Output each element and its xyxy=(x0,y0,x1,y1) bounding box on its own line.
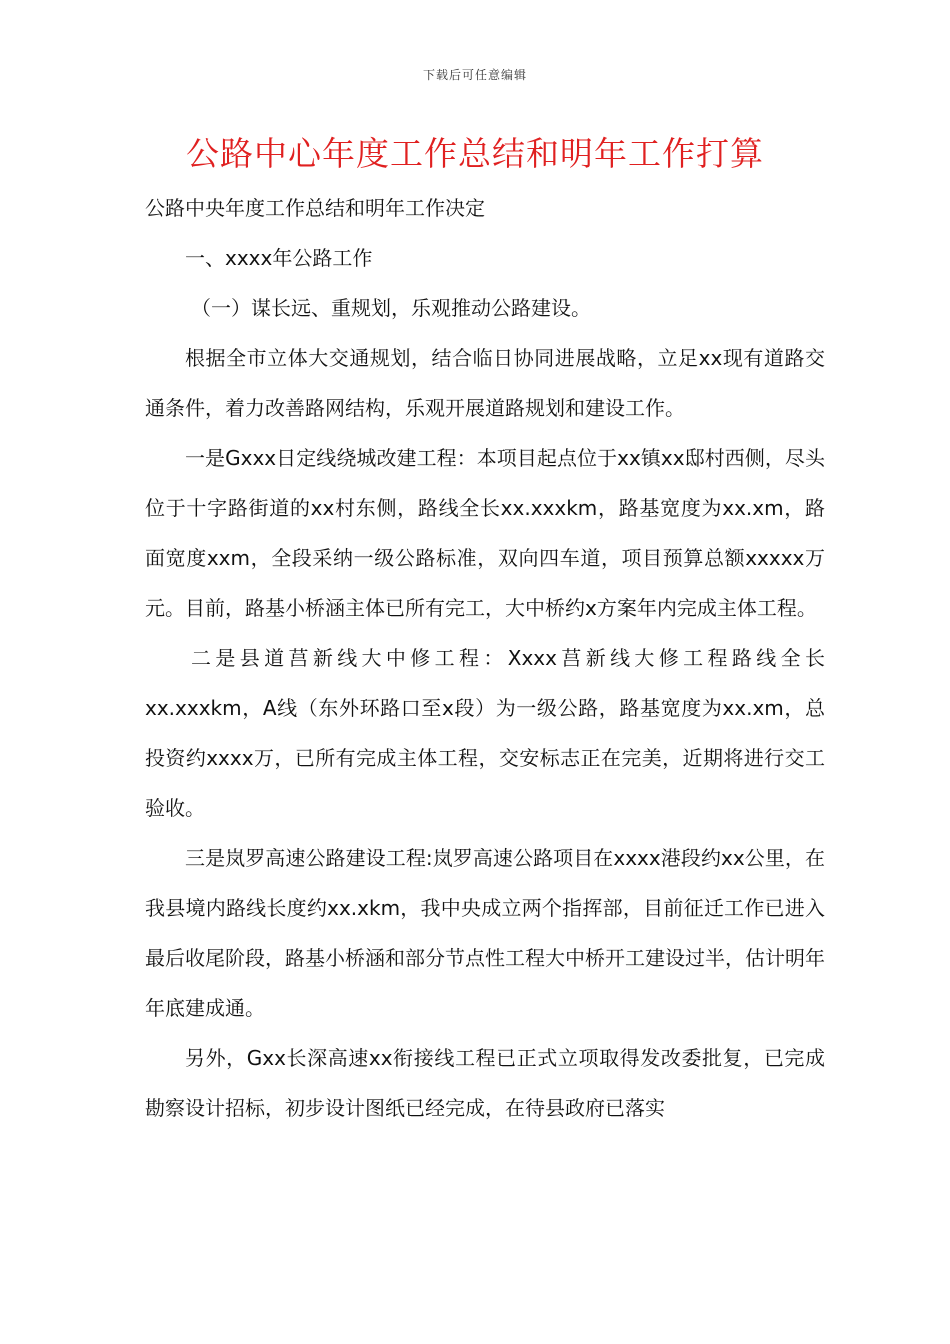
document-title: 公路中心年度工作总结和明年工作打算 xyxy=(186,134,764,173)
body-paragraph: 三是岚罗高速公路建设工程:岚罗高速公路项目在xxxx港段约xx公里，在我县境内路线长度约xx.xkm，我中央成立两个指挥部，目前征迁工作已进入最后收尾阶段，路基小桥涵和部分节点性工程大中桥开工建设过半，估计明年年底建成通。 xyxy=(145,846,825,1020)
document-body xyxy=(145,183,825,1133)
subsection-heading: （一）谋长远、重规划，乐观推动公路建设。 xyxy=(191,296,591,320)
subtitle-paragraph: 公路中央年度工作总结和明年工作决定 xyxy=(145,196,485,220)
section-heading: 一、xxxx年公路工作 xyxy=(185,246,373,270)
body-paragraph: 二是县道莒新线大中修工程：Xxxx莒新线大修工程路线全长xx.xxxkm，A线（东外环路口至x段）为一级公路，路基宽度为xx.xm，总投资约xxxx万，已所有完成主体工程，交安标志正在完美，近期将进行交工验收。 xyxy=(145,646,825,820)
body-paragraph: 另外，Gxx长深高速xx衔接线工程已正式立项取得发改委批复，已完成勘察设计招标，初步设计图纸已经完成，在待县政府已落实 xyxy=(145,1046,825,1120)
body-paragraph: 一是Gxxx日定线绕城改建工程：本项目起点位于xx镇xx邸村西侧，尽头位于十字路街道的xx村东侧，路线全长xx.xxxkm，路基宽度为xx.xm，路面宽度xxm，全段采纳一级公路标准，双向四车道，项目预算总额xxxxx万元。目前，路基小桥涵主体已所有完工，大中桥约x方案年内完成主体工程。 xyxy=(145,446,825,620)
body-paragraph: 根据全市立体大交通规划，结合临日协同进展战略，立足xx现有道路交通条件，着力改善路网结构，乐观开展道路规划和建设工作。 xyxy=(145,346,825,420)
page-header-note: 下载后可任意编辑 xyxy=(422,68,527,82)
